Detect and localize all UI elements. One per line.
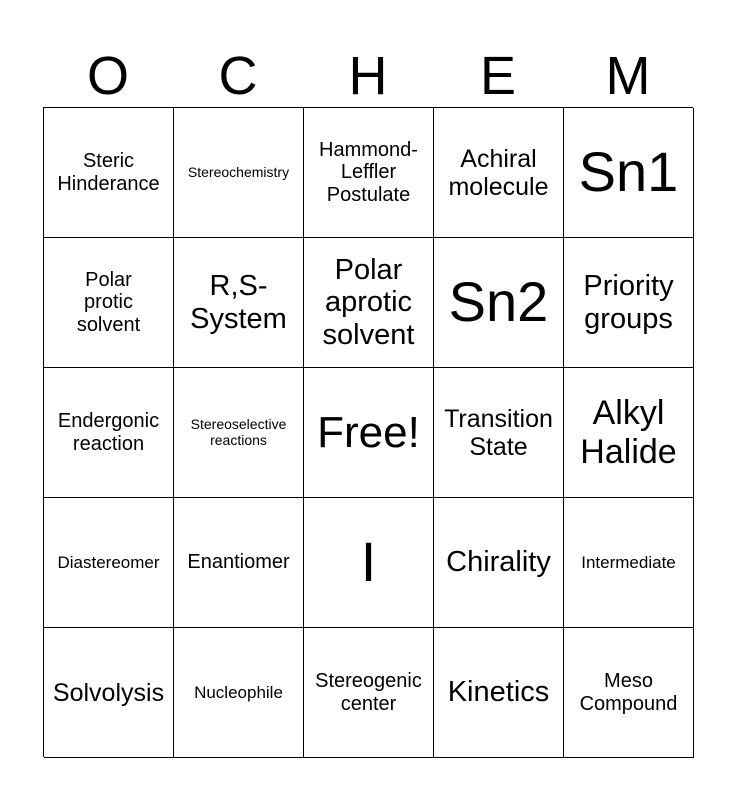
bingo-cell[interactable] (564, 368, 694, 498)
cell-label: Stereochemistry (187, 163, 290, 180)
cell-label: Hammond-Leffler Postulate (319, 138, 418, 206)
cell-label: Intermediate (581, 552, 676, 572)
bingo-cell[interactable] (564, 238, 694, 368)
bingo-cell[interactable] (564, 108, 694, 238)
cell-label: Free! (317, 407, 420, 457)
cell-label: Priority groups (583, 270, 674, 335)
cell-label: R,S-System (190, 270, 287, 335)
header-letter-h: H (348, 46, 388, 106)
cell-label: Nucleophile (194, 682, 283, 702)
bingo-cell[interactable] (174, 108, 304, 238)
bingo-cell[interactable] (304, 368, 434, 498)
cell-label: Diastereomer (57, 552, 160, 572)
header-letter-e: E (479, 46, 517, 106)
bingo-cell[interactable] (44, 368, 174, 498)
cell-label: Solvolysis (52, 678, 165, 707)
bingo-cell[interactable] (44, 628, 174, 758)
bingo-cell[interactable] (174, 498, 304, 628)
bingo-header (43, 46, 693, 106)
cell-label: Kinetics (447, 676, 550, 709)
bingo-cell[interactable] (304, 498, 434, 628)
bingo-cell[interactable] (174, 628, 304, 758)
cell-label: Sn1 (578, 140, 679, 204)
header-letter-o: O (86, 46, 129, 106)
bingo-cell[interactable] (44, 238, 174, 368)
cell-label: Polar aprotic solvent (322, 253, 415, 351)
cell-label: Endergonic reaction (57, 410, 160, 455)
bingo-cell[interactable] (44, 498, 174, 628)
cell-label: Meso Compound (579, 670, 678, 715)
bingo-cell[interactable] (44, 108, 174, 238)
bingo-cell[interactable] (564, 498, 694, 628)
bingo-cell[interactable] (434, 368, 564, 498)
cell-label: Steric Hinderance (57, 150, 160, 195)
header-letter-c: C (218, 46, 258, 106)
bingo-cell[interactable] (304, 628, 434, 758)
bingo-cell[interactable] (174, 368, 304, 498)
cell-label: Stereogenic center (315, 670, 422, 715)
cell-label: Transition State (444, 404, 553, 461)
bingo-cell[interactable] (434, 108, 564, 238)
bingo-cell[interactable] (434, 628, 564, 758)
header-letter-m: M (605, 46, 651, 106)
bingo-cell[interactable] (174, 238, 304, 368)
cell-label: Enantiomer (187, 551, 290, 574)
cell-label: Achiral molecule (448, 144, 549, 201)
bingo-cell[interactable] (304, 108, 434, 238)
bingo-cell[interactable] (304, 238, 434, 368)
cell-label: Alkyl Halide (580, 394, 677, 471)
cell-label: Polar protic solvent (76, 268, 141, 336)
bingo-cell[interactable] (434, 498, 564, 628)
cell-label: I (360, 530, 377, 594)
bingo-board (43, 107, 693, 757)
bingo-cell[interactable] (564, 628, 694, 758)
cell-label: Stereoselective reactions (190, 415, 287, 448)
cell-label: Sn2 (448, 270, 549, 334)
cell-label: Chirality (446, 546, 551, 579)
bingo-cell[interactable] (434, 238, 564, 368)
